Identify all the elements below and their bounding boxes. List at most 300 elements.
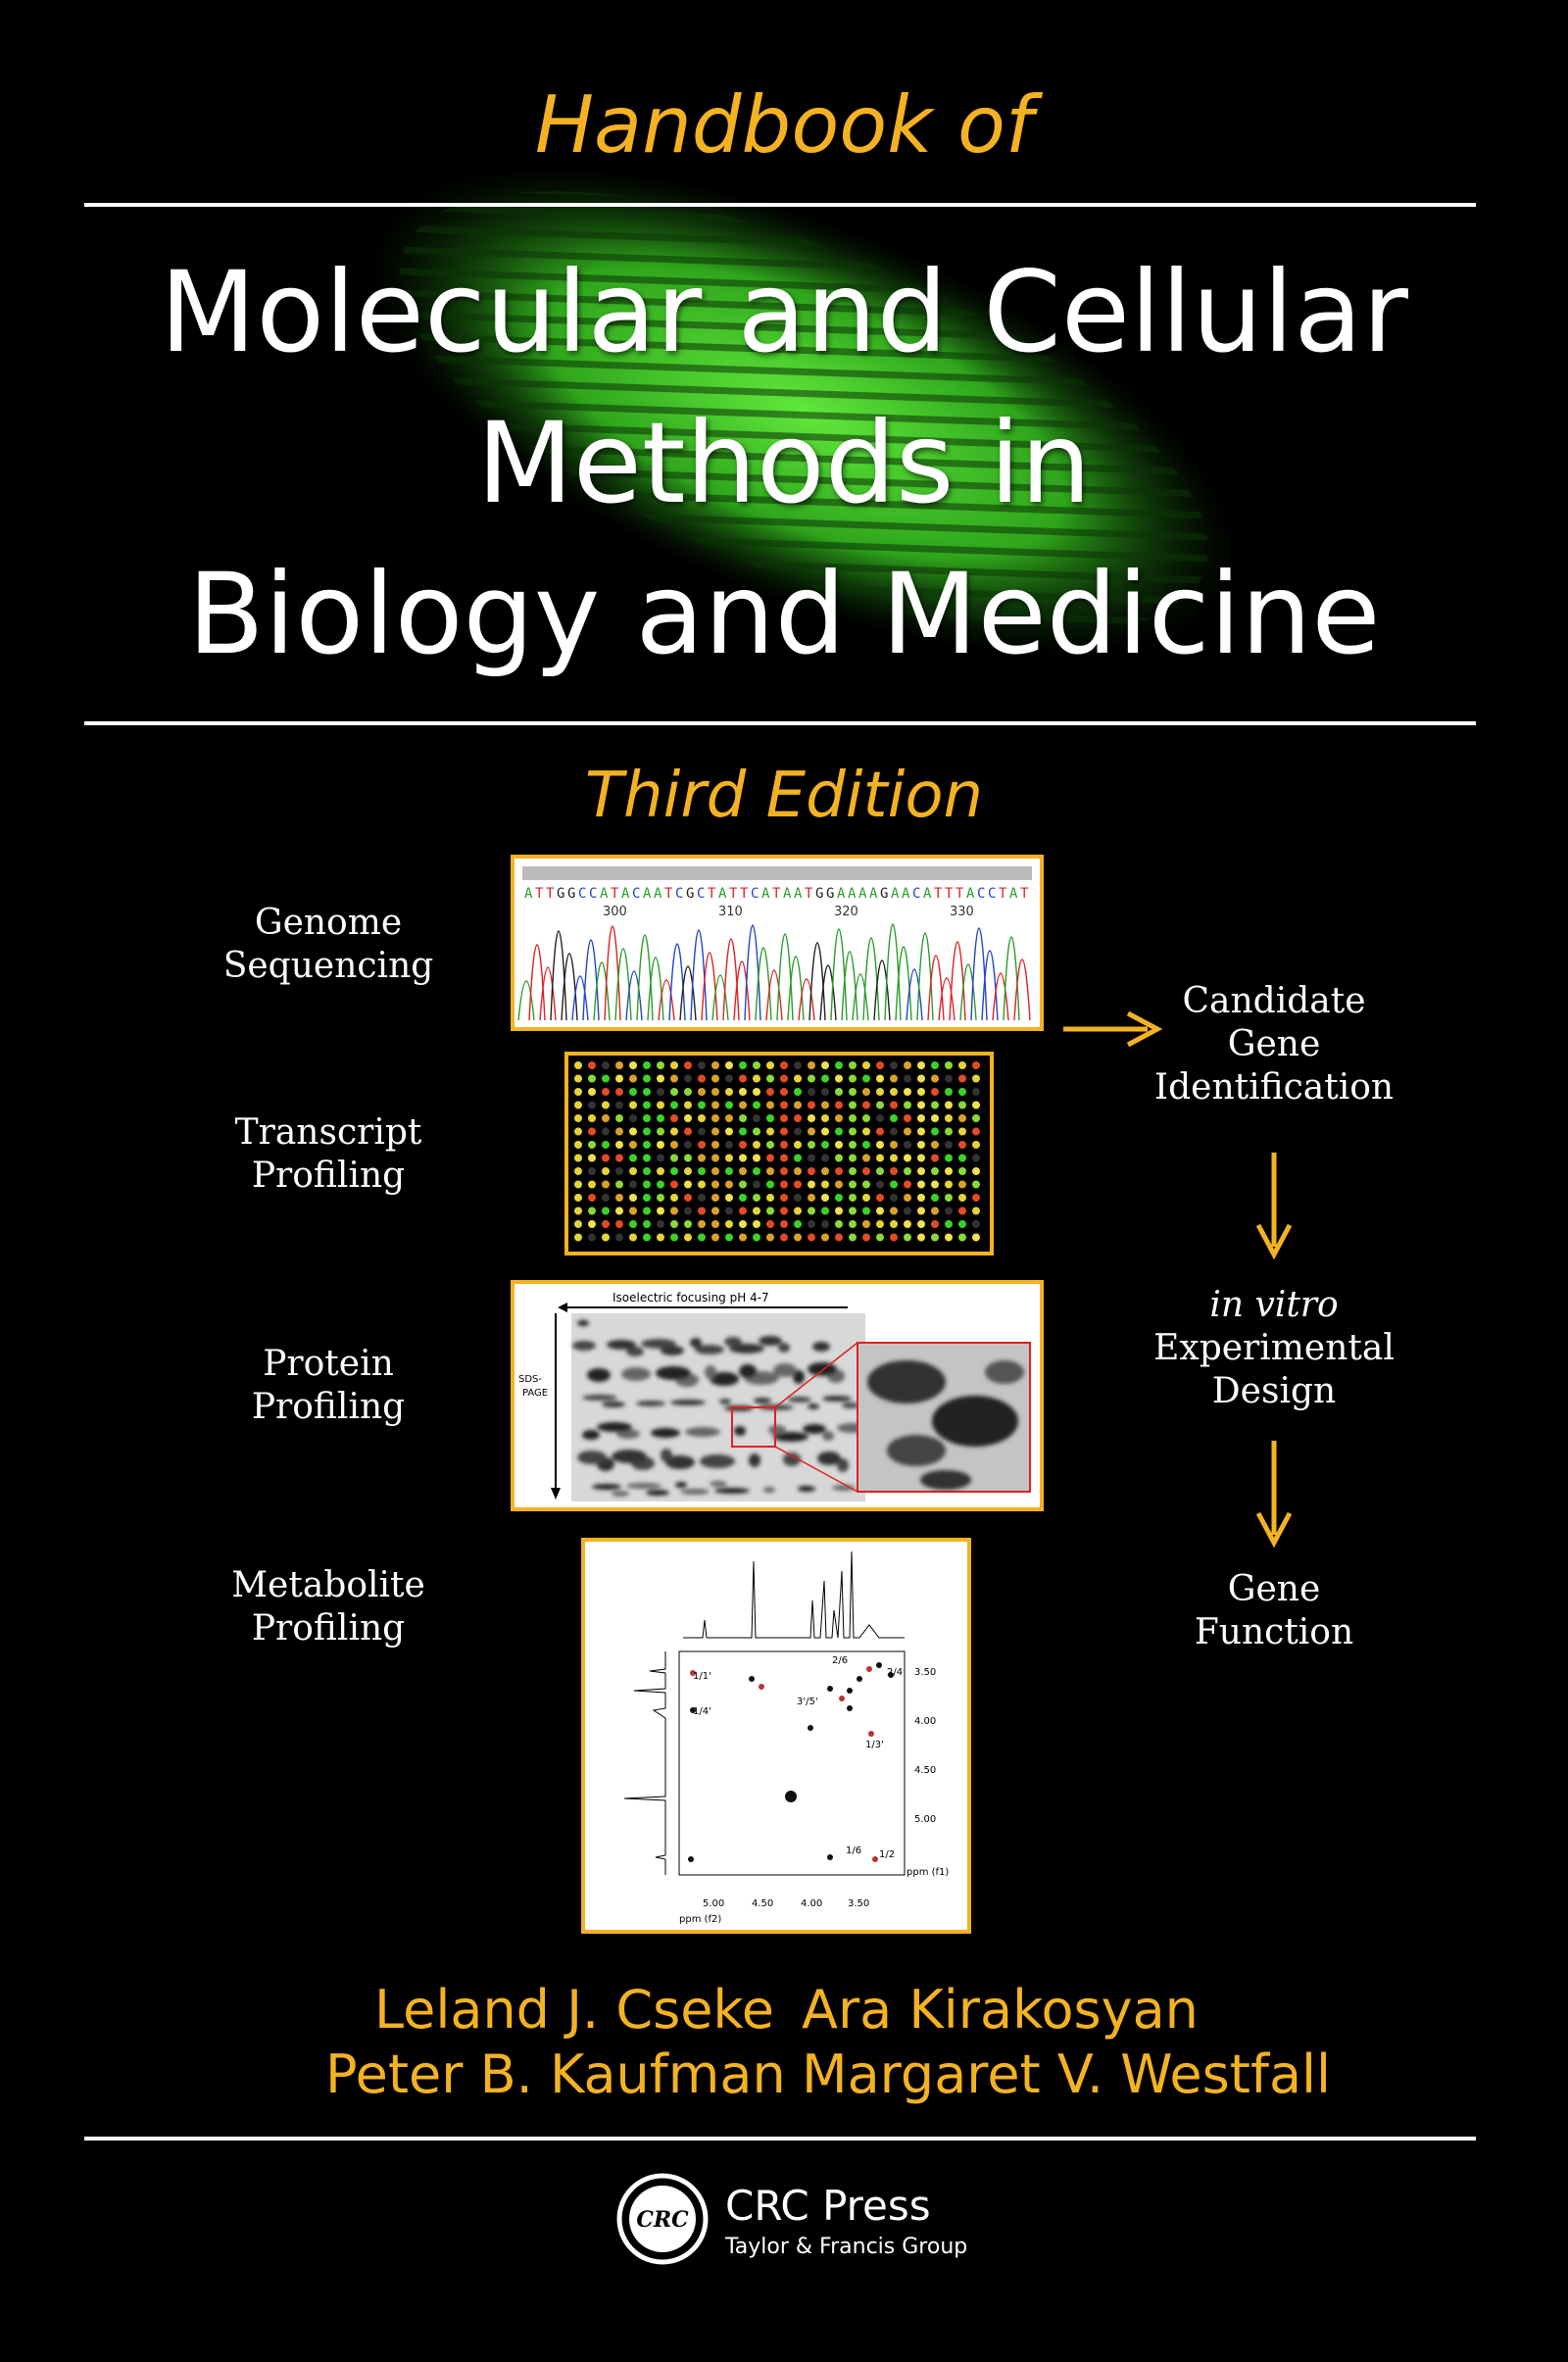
array-spot [684,1141,692,1149]
base-letter: A [654,886,662,902]
array-spot [849,1194,857,1202]
gel-spot [822,1431,834,1441]
gel-spot [656,1366,691,1380]
array-spot [725,1207,733,1215]
array-spot [794,1102,802,1109]
array-spot [794,1114,802,1122]
base-letter: A [858,886,867,902]
array-spot [753,1234,760,1242]
array-spot [615,1102,623,1109]
array-spot [972,1234,980,1242]
array-spot [588,1155,596,1162]
base-letter: A [600,886,609,902]
array-spot [629,1194,637,1202]
nmr-crosspeak [866,1666,872,1672]
array-spot [794,1155,802,1162]
gel-spot [778,1343,790,1353]
array-spot [657,1114,664,1122]
array-spot [739,1114,747,1122]
array-spot [684,1194,692,1202]
array-spot [629,1061,637,1069]
series-title: Handbook of [534,79,1034,171]
array-spot [945,1114,953,1122]
array-spot [643,1181,651,1189]
array-spot [698,1075,706,1083]
array-spot [588,1181,596,1189]
gel-spot [641,1339,676,1349]
y-tick-4: 5.00 [914,1814,937,1825]
gel-axis-sds: SDS- [518,1374,543,1385]
array-spot [725,1061,733,1069]
base-letter: A [783,886,792,902]
array-spot [958,1141,966,1149]
array-spot [684,1181,692,1189]
array-spot [917,1220,925,1228]
array-spot [711,1155,719,1162]
array-spot [904,1128,911,1136]
array-spot [972,1194,980,1202]
author-3: Peter B. Kaufman [325,2043,786,2105]
array-spot [835,1061,843,1069]
gel-spot [626,1483,662,1489]
array-spot [588,1141,596,1149]
array-spot [657,1155,664,1162]
trace-peak [551,931,566,1020]
array-spot [711,1141,719,1149]
array-spot [684,1102,692,1109]
gel-spot [808,1362,837,1376]
array-spot [711,1075,719,1083]
array-spot [711,1234,719,1242]
peak-label-8: 1/2 [879,1849,896,1860]
array-spot [670,1114,678,1122]
array-spot [711,1194,719,1202]
array-spot [643,1194,651,1202]
protein-gel-panel [511,1280,1044,1511]
array-spot [602,1194,610,1202]
array-spot [972,1155,980,1162]
array-spot [602,1088,610,1096]
base-letter: G [557,886,565,902]
array-spot [780,1061,788,1069]
trace-peak [615,949,631,1020]
array-spot [890,1128,898,1136]
array-spot [684,1088,692,1096]
array-spot [862,1194,870,1202]
title-bottom-rule [84,721,1476,725]
base-letter: A [718,886,727,902]
array-spot [574,1207,582,1215]
base-letter: T [805,886,813,902]
array-spot [602,1102,610,1109]
array-spot [945,1155,953,1162]
array-spot [739,1167,747,1175]
array-spot [917,1102,925,1109]
array-spot [615,1075,623,1083]
tick-330: 330 [950,905,974,919]
array-spot [890,1181,898,1189]
array-spot [849,1128,857,1136]
base-letter: G [686,886,695,902]
array-spot [876,1194,884,1202]
array-spot [643,1061,651,1069]
bottom-rule [84,2137,1476,2141]
array-spot [615,1155,623,1162]
array-spot [958,1234,966,1242]
array-spot [711,1102,719,1109]
base-letter: A [837,886,846,902]
microarray-grid [568,1056,990,1252]
array-spot [890,1155,898,1162]
array-spot [780,1155,788,1162]
trace-peak [745,925,760,1020]
array-spot [574,1061,582,1069]
array-spot [588,1061,596,1069]
y-tick-2: 4.00 [914,1716,937,1727]
array-spot [615,1141,623,1149]
array-spot [615,1088,623,1096]
array-spot [862,1102,870,1109]
array-spot [739,1088,747,1096]
array-spot [958,1061,966,1069]
array-spot [753,1155,760,1162]
array-spot [780,1207,788,1215]
array-spot [849,1181,857,1189]
array-spot [684,1207,692,1215]
gel-spot [822,1396,852,1402]
array-spot [835,1102,843,1109]
array-spot [711,1088,719,1096]
gel-spot [788,1397,811,1402]
array-spot [904,1155,911,1162]
nmr-crosspeak [688,1856,694,1862]
array-spot [821,1128,829,1136]
array-spot [684,1155,692,1162]
nmr-crosspeak [827,1686,833,1692]
array-spot [945,1234,953,1242]
array-spot [698,1194,706,1202]
nmr-crosspeak [785,1791,797,1802]
trace-peak [756,948,771,1020]
array-spot [739,1128,747,1136]
array-spot [588,1234,596,1242]
array-spot [670,1102,678,1109]
array-spot [876,1128,884,1136]
gel-spot [680,1489,710,1495]
array-spot [862,1141,870,1149]
trace-peak [777,934,793,1020]
array-spot [958,1114,966,1122]
array-spot [574,1088,582,1096]
array-spot [917,1167,925,1175]
array-spot [657,1102,664,1109]
array-spot [808,1128,815,1136]
array-spot [904,1220,911,1228]
array-spot [615,1220,623,1228]
svg-text:CRC: CRC [636,2207,689,2233]
array-spot [629,1114,637,1122]
nmr-crosspeak [759,1684,764,1690]
array-spot [862,1061,870,1069]
array-spot [876,1061,884,1069]
base-letter: T [1020,886,1029,902]
array-spot [945,1075,953,1083]
array-spot [670,1155,678,1162]
array-spot [958,1088,966,1096]
array-spot [808,1181,815,1189]
array-spot [739,1220,747,1228]
gel-spot [763,1487,775,1493]
array-spot [780,1114,788,1122]
base-letter: T [535,886,544,902]
array-spot [588,1220,596,1228]
label-metabolite-profiling: Metabolite Profiling [231,1565,425,1648]
array-spot [602,1167,610,1175]
nmr-crosspeak [749,1676,755,1682]
array-spot [958,1207,966,1215]
array-spot [615,1167,623,1175]
base-letter: C [697,886,706,902]
base-letter: A [848,886,857,902]
array-spot [890,1075,898,1083]
array-spot [890,1141,898,1149]
base-letter: A [643,886,652,902]
array-spot [615,1114,623,1122]
peak-label-6: 1/3' [865,1740,884,1750]
array-spot [780,1181,788,1189]
array-spot [615,1181,623,1189]
array-spot [958,1220,966,1228]
gel-spot [714,1488,750,1494]
publisher-name: CRC Press [725,2182,931,2230]
nmr-crosspeak [876,1662,882,1668]
array-spot [917,1194,925,1202]
array-spot [821,1167,829,1175]
gel-spot [612,1491,629,1497]
array-spot [972,1088,980,1096]
array-spot [808,1114,815,1122]
array-spot [629,1141,637,1149]
array-spot [629,1128,637,1136]
array-spot [835,1088,843,1096]
array-spot [945,1194,953,1202]
array-spot [698,1220,706,1228]
base-letter: T [729,886,738,902]
array-spot [931,1220,939,1228]
array-spot [835,1075,843,1083]
array-spot [657,1207,664,1215]
array-spot [808,1102,815,1109]
array-spot [766,1167,774,1175]
array-spot [670,1220,678,1228]
array-spot [588,1075,596,1083]
array-spot [711,1207,719,1215]
gel-spot [592,1484,621,1490]
array-spot [945,1061,953,1069]
base-letter: A [902,886,910,902]
gel-spot [803,1424,826,1434]
array-spot [725,1128,733,1136]
array-spot [821,1088,829,1096]
nmr-crosspeak [847,1688,853,1694]
array-spot [615,1234,623,1242]
base-letter: T [611,886,619,902]
array-spot [931,1155,939,1162]
array-spot [849,1155,857,1162]
array-spot [643,1234,651,1242]
peak-label-4: 2/4 [887,1667,904,1678]
x-tick-4: 3.50 [848,1898,870,1909]
array-spot [753,1220,760,1228]
base-letter: C [589,886,598,902]
array-spot [794,1194,802,1202]
array-spot [835,1128,843,1136]
array-spot [698,1102,706,1109]
array-spot [958,1167,966,1175]
array-spot [876,1114,884,1122]
array-spot [849,1220,857,1228]
array-spot [780,1141,788,1149]
array-spot [917,1114,925,1122]
array-spot [931,1181,939,1189]
array-spot [725,1220,733,1228]
gel-spot [572,1341,596,1351]
array-spot [931,1102,939,1109]
array-spot [711,1181,719,1189]
array-spot [904,1141,911,1149]
array-spot [821,1155,829,1162]
array-spot [670,1061,678,1069]
trace-peak [723,939,739,1020]
array-spot [698,1155,706,1162]
array-spot [711,1220,719,1228]
array-spot [725,1141,733,1149]
gel-spot [812,1342,830,1352]
array-spot [574,1167,582,1175]
array-spot [725,1181,733,1189]
array-spot [917,1155,925,1162]
array-spot [931,1207,939,1215]
gel-spot [808,1403,819,1409]
gel-spot [621,1367,651,1381]
array-spot [972,1102,980,1109]
array-spot [904,1061,911,1069]
array-spot [725,1075,733,1083]
gel-spot [705,1365,716,1379]
microarray-panel [564,1052,994,1255]
gel-spot [710,1481,727,1487]
array-spot [917,1128,925,1136]
gel-spot [661,1449,672,1462]
array-spot [588,1114,596,1122]
array-spot [629,1234,637,1242]
array-spot [711,1128,719,1136]
nmr-spectrum [585,1542,967,1930]
label-transcript-profiling: Transcript Profiling [234,1112,422,1196]
array-spot [821,1102,829,1109]
array-spot [904,1088,911,1096]
array-spot [739,1155,747,1162]
base-letter: T [999,886,1007,902]
array-spot [794,1075,802,1083]
array-spot [862,1167,870,1175]
base-letter: T [708,886,716,902]
label-experimental-design: in vitro Experimental Design [1153,1285,1395,1411]
base-letter: C [912,886,921,902]
array-spot [698,1061,706,1069]
tick-310: 310 [718,905,743,919]
array-spot [670,1194,678,1202]
base-letter: T [740,886,749,902]
trace-peak [809,943,825,1020]
nmr-crosspeak [857,1676,862,1682]
array-spot [739,1234,747,1242]
array-spot [972,1141,980,1149]
label-genome-sequencing: Genome Sequencing [222,903,434,986]
base-letter: G [826,886,835,902]
array-spot [657,1128,664,1136]
tick-320: 320 [834,905,858,919]
array-spot [574,1234,582,1242]
array-spot [753,1141,760,1149]
array-spot [958,1194,966,1202]
array-spot [931,1114,939,1122]
array-spot [876,1181,884,1189]
array-spot [643,1141,651,1149]
gel-spot [759,1336,782,1346]
label-protein-profiling: Protein Profiling [251,1344,406,1427]
base-letter: C [977,886,986,902]
gel-spot [587,1368,611,1382]
array-spot [753,1207,760,1215]
trace-peak [971,928,987,1020]
array-spot [711,1061,719,1069]
array-spot [574,1181,582,1189]
array-spot [945,1207,953,1215]
array-spot [574,1220,582,1228]
array-spot [574,1075,582,1083]
array-spot [725,1114,733,1122]
book-title-line-3: Biology and Medicine [187,549,1381,679]
nmr-crosspeak [808,1725,813,1731]
array-spot [876,1075,884,1083]
array-spot [739,1075,747,1083]
gel-spot [739,1364,757,1378]
author-2: Ara Kirakosyan [802,1979,1199,2041]
peak-label-2: 1/4' [693,1706,711,1717]
array-spot [684,1075,692,1083]
array-spot [725,1088,733,1096]
array-spot [835,1155,843,1162]
array-spot [643,1075,651,1083]
array-spot [917,1088,925,1096]
gel-spot [577,1451,607,1464]
array-spot [904,1234,911,1242]
crc-logo-icon [615,2172,710,2266]
array-spot [602,1114,610,1122]
array-spot [917,1075,925,1083]
array-spot [917,1141,925,1149]
array-spot [945,1102,953,1109]
array-spot [890,1102,898,1109]
array-spot [725,1167,733,1175]
gel-spot [773,1363,797,1377]
array-spot [862,1220,870,1228]
array-spot [657,1061,664,1069]
array-spot [808,1075,815,1083]
base-letter: G [567,886,576,902]
array-spot [794,1141,802,1149]
